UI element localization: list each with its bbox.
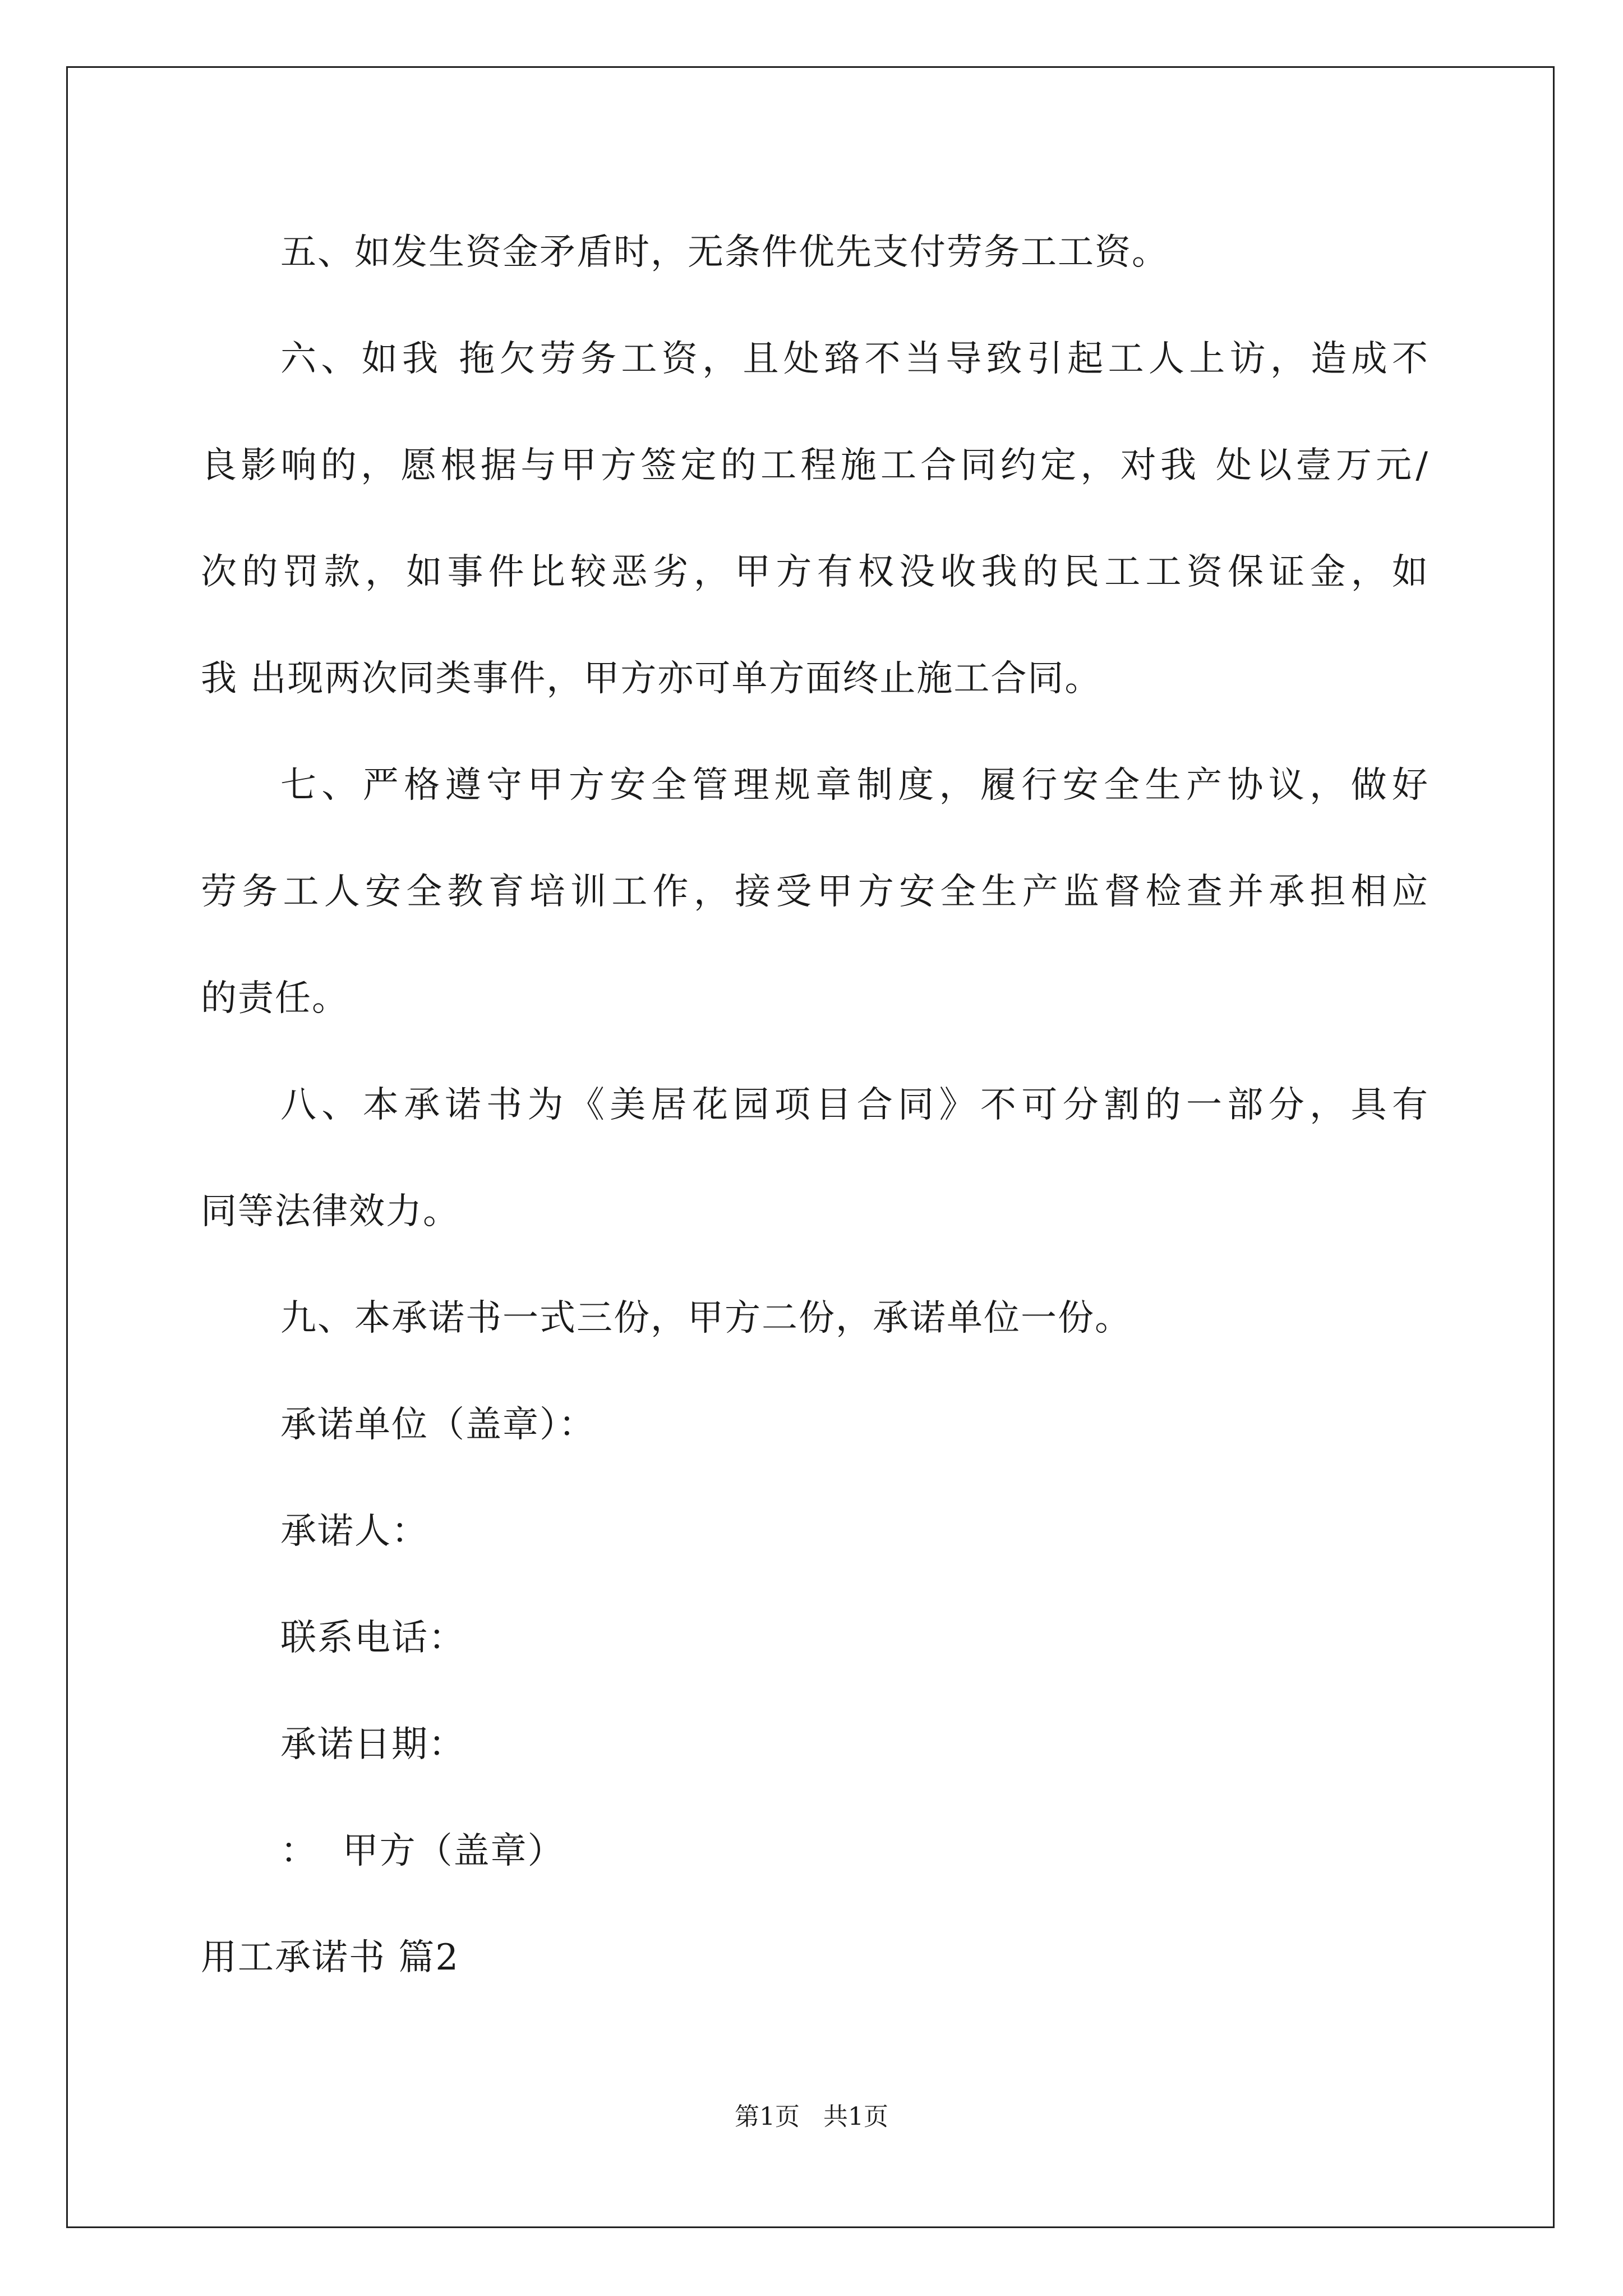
paragraph-5: 五、如发生资金矛盾时，无条件优先支付劳务工工资。 — [280, 232, 1169, 273]
signature-date: 承诺日期： — [280, 1724, 465, 1765]
paragraph-6-line-3: 次的罚款，如事件比较恶劣，甲方有权没收我的民工工资保证金，如 — [201, 551, 1429, 593]
signature-party-a: ： 甲方（盖章） — [280, 1830, 565, 1872]
section-heading: 用工承诺书 篇2 — [201, 1937, 460, 1978]
paragraph-8-line-1: 八、本承诺书为《美居花园项目合同》不可分割的一部分，具有 — [280, 1084, 1429, 1126]
paragraph-6-line-2: 良影响的，愿根据与甲方签定的工程施工合同约定，对我 处以壹万元/ — [201, 445, 1429, 486]
paragraph-9: 九、本承诺书一式三份，甲方二份，承诺单位一份。 — [280, 1297, 1132, 1339]
signature-person: 承诺人： — [280, 1511, 428, 1552]
signature-unit: 承诺单位（盖章）： — [280, 1404, 596, 1446]
paragraph-7-line-3: 的责任。 — [201, 978, 349, 1019]
page-border — [66, 66, 1555, 2228]
paragraph-6-line-4: 我 出现两次同类事件，甲方亦可单方面终止施工合同。 — [201, 658, 1102, 700]
paragraph-7-line-1: 七、严格遵守甲方安全管理规章制度，履行安全生产协议，做好 — [280, 765, 1429, 806]
paragraph-6-line-1: 六、如我 拖欠劳务工资，且处臵不当导致引起工人上访，造成不 — [280, 338, 1429, 380]
page-footer: 第1页 共1页 — [735, 2102, 888, 2131]
paragraph-8-line-2: 同等法律效力。 — [201, 1191, 460, 1232]
signature-phone: 联系电话： — [280, 1617, 465, 1659]
paragraph-7-line-2: 劳务工人安全教育培训工作，接受甲方安全生产监督检查并承担相应 — [201, 871, 1429, 913]
